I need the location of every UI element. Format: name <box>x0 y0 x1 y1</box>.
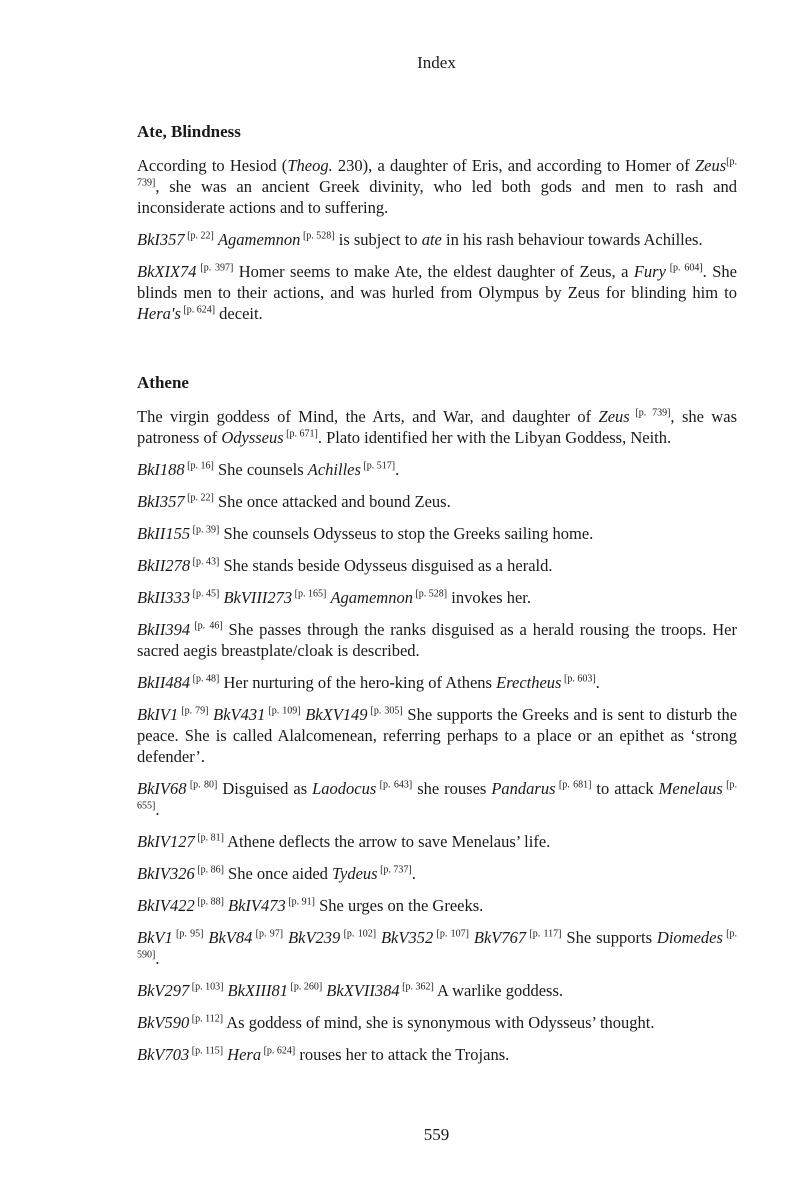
index-content <box>137 121 737 1076</box>
italic-term: BkV431 <box>213 705 266 724</box>
italic-term: BkIV326 <box>137 864 195 883</box>
index-entry <box>137 555 737 576</box>
entry-text: , she was an ancient Greek divinity, who led both gods and men to rash and inconsiderate actions and to suffering. <box>137 177 737 217</box>
index-entry <box>137 459 737 480</box>
index-entry <box>137 863 737 884</box>
entry-text: She passes through the ranks disguised as a herald rousing the troops. Her sacred aegis breastplate/cloak is described. <box>137 620 737 660</box>
page-reference[interactable]: [p. 671] <box>283 428 318 440</box>
italic-term: Achilles <box>307 460 361 479</box>
page-reference[interactable]: [p. 260] <box>288 981 323 993</box>
entry-text: is subject to <box>334 230 422 249</box>
index-entry <box>137 672 737 693</box>
italic-term: BkXIX74 <box>137 262 197 281</box>
page-reference[interactable]: [p. 112] <box>189 1013 224 1025</box>
italic-term: BkV297 <box>137 981 190 1000</box>
italic-term: BkII333 <box>137 588 191 607</box>
italic-term: Agamemnon <box>330 588 413 607</box>
entry-text: Disguised as <box>217 779 313 798</box>
page-reference[interactable]: [p. 397] <box>196 262 234 274</box>
entry-text: She once aided <box>223 864 333 883</box>
italic-term: BkIV1 <box>137 705 179 724</box>
italic-term: BkV703 <box>137 1045 190 1064</box>
italic-term: BkIV473 <box>228 896 286 915</box>
page-reference[interactable]: [p. 117] <box>526 928 562 940</box>
italic-term: Zeus <box>695 156 727 175</box>
italic-term: ate <box>421 230 442 249</box>
italic-term: BkV590 <box>137 1013 190 1032</box>
entry-text: Her nurturing of the hero-king of Athens <box>219 673 497 692</box>
page-reference[interactable]: [p. 739] <box>137 156 738 189</box>
page-reference[interactable]: [p. 91] <box>285 896 315 908</box>
page-reference[interactable]: [p. 48] <box>190 673 220 685</box>
entry-text: . <box>155 800 160 819</box>
section-heading: Ate, Blindness <box>137 122 241 141</box>
section-heading: Athene <box>137 373 189 392</box>
italic-term: Odysseus <box>221 428 284 447</box>
entry-text: A warlike goddess. <box>433 981 564 1000</box>
italic-term: BkXIII81 <box>227 981 288 1000</box>
italic-term: Hera <box>227 1045 262 1064</box>
index-entry <box>137 1012 737 1033</box>
page-reference[interactable]: [p. 81] <box>194 832 224 844</box>
section-definition <box>137 155 737 218</box>
index-entry <box>137 491 737 512</box>
index-entry <box>137 261 737 324</box>
italic-term: BkI357 <box>137 492 185 511</box>
index-entry <box>137 831 737 852</box>
page-reference[interactable]: [p. 39] <box>190 524 220 536</box>
italic-term: Menelaus <box>658 779 723 798</box>
italic-term: BkV84 <box>208 928 253 947</box>
entry-text: She supports <box>561 928 657 947</box>
page-reference[interactable]: [p. 16] <box>184 460 214 472</box>
page-reference[interactable]: [p. 305] <box>367 705 403 717</box>
entry-text: She stands beside Odysseus disguised as a herald. <box>219 556 553 575</box>
page-reference[interactable]: [p. 103] <box>189 981 224 993</box>
index-entry <box>137 980 737 1001</box>
italic-term: Erectheus <box>496 673 562 692</box>
entry-text: She once attacked and bound Zeus. <box>213 492 451 511</box>
italic-term: Tydeus <box>332 864 378 883</box>
italic-term: BkV352 <box>380 928 434 947</box>
page-reference[interactable]: [p. 88] <box>194 896 224 908</box>
entry-text: . She blinds men to their actions, and was hurled from Olympus by Zeus for blinding him to <box>137 262 737 302</box>
page-reference[interactable]: [p. 79] <box>178 705 209 717</box>
italic-term: BkXVII384 <box>326 981 400 1000</box>
italic-term: Theog. <box>287 156 333 175</box>
page-reference[interactable]: [p. 22] <box>184 492 214 504</box>
page-reference[interactable]: [p. 655] <box>137 779 737 812</box>
page-reference[interactable]: [p. 165] <box>292 588 327 600</box>
running-header: Index <box>417 53 456 72</box>
italic-term: BkIV68 <box>137 779 187 798</box>
page-reference[interactable]: [p. 97] <box>252 928 284 940</box>
entry-text: She supports the Greeks and is sent to disturb the peace. She is called Alalcomenean, referring perhaps to a place or an epithet as ‘strong defender’. <box>137 705 738 766</box>
page-reference[interactable]: [p. 681] <box>555 779 592 791</box>
page-reference[interactable]: [p. 624] <box>261 1045 296 1057</box>
entry-text: Athene deflects the arrow to save Menelaus’ life. <box>223 832 551 851</box>
italic-term: Pandarus <box>491 779 556 798</box>
index-entry <box>137 895 737 916</box>
page-reference[interactable]: [p. 22] <box>184 230 214 242</box>
page-reference[interactable]: [p. 517] <box>360 460 396 472</box>
entry-text: to attack <box>591 779 659 798</box>
page-reference[interactable]: [p. 739] <box>629 407 671 419</box>
page-reference[interactable]: [p. 80] <box>186 779 218 791</box>
index-entry <box>137 778 737 820</box>
entry-text: invokes her. <box>447 588 531 607</box>
entry-text: Homer seems to make Ate, the eldest daughter of Zeus, a <box>233 262 634 281</box>
index-entry <box>137 523 737 544</box>
entry-text: She counsels <box>213 460 308 479</box>
page-reference[interactable]: [p. 643] <box>376 779 413 791</box>
entry-text: The virgin goddess of Mind, the Arts, and War, and daughter of <box>137 407 599 426</box>
entry-text: . <box>395 460 400 479</box>
italic-term: BkII394 <box>137 620 191 639</box>
italic-term: BkV767 <box>473 928 527 947</box>
index-entry <box>137 704 737 767</box>
italic-term: BkVIII273 <box>223 588 293 607</box>
page-reference[interactable]: [p. 115] <box>189 1045 224 1057</box>
entry-text: she rouses <box>412 779 492 798</box>
page-reference[interactable]: [p. 590] <box>137 928 738 961</box>
entry-text: According to Hesiod ( <box>137 156 288 175</box>
italic-term: Fury <box>633 262 666 281</box>
entry-text: . Plato identified her with the Libyan Goddess, Neith. <box>317 428 672 447</box>
entry-text: , she was patroness of <box>137 407 738 447</box>
italic-term: BkIV127 <box>137 832 195 851</box>
page-reference[interactable]: [p. 362] <box>399 981 434 993</box>
page-reference[interactable]: [p. 624] <box>180 304 216 316</box>
page-reference[interactable]: [p. 109] <box>265 705 301 717</box>
italic-term: Diomedes <box>656 928 723 947</box>
page-reference[interactable]: [p. 46] <box>190 620 223 632</box>
page-reference[interactable]: [p. 45] <box>190 588 220 600</box>
italic-term: BkXV149 <box>305 705 368 724</box>
page-reference[interactable]: [p. 102] <box>340 928 377 940</box>
index-entry <box>137 1044 737 1065</box>
page-reference[interactable]: [p. 95] <box>172 928 204 940</box>
entry-text: As goddess of mind, she is synonymous with Odysseus’ thought. <box>223 1013 655 1032</box>
entry-text: 230), a daughter of Eris, and according to Homer of <box>332 156 695 175</box>
entry-text: in his rash behaviour towards Achilles. <box>441 230 703 249</box>
page-reference[interactable]: [p. 43] <box>190 556 220 568</box>
page-number: 559 <box>423 1125 450 1144</box>
page-reference[interactable]: [p. 528] <box>300 230 335 242</box>
entry-text: rouses her to attack the Trojans. <box>295 1045 510 1064</box>
page-reference[interactable]: [p. 86] <box>194 864 224 876</box>
entry-text: . <box>155 949 160 968</box>
entry-text: deceit. <box>215 304 263 323</box>
entry-text: She urges on the Greeks. <box>314 896 484 915</box>
index-entry <box>137 619 737 661</box>
entry-text: . <box>411 864 416 883</box>
page-reference[interactable]: [p. 604] <box>665 262 703 274</box>
index-entry <box>137 229 737 250</box>
section-definition <box>137 406 737 448</box>
italic-term: BkI188 <box>137 460 185 479</box>
italic-term: BkV239 <box>288 928 341 947</box>
italic-term: BkII278 <box>137 556 191 575</box>
italic-term: BkI357 <box>137 230 185 249</box>
index-entry <box>137 927 737 969</box>
italic-term: BkII484 <box>137 673 191 692</box>
italic-term: Hera's <box>137 304 181 323</box>
page-reference[interactable]: [p. 107] <box>433 928 469 940</box>
italic-term: BkIV422 <box>137 896 195 915</box>
entry-text: She counsels Odysseus to stop the Greeks sailing home. <box>219 524 594 543</box>
page-reference[interactable]: [p. 528] <box>412 588 448 600</box>
index-entry <box>137 587 737 608</box>
italic-term: BkV1 <box>137 928 173 947</box>
italic-term: Laodocus <box>312 779 377 798</box>
page-reference[interactable]: [p. 737] <box>377 864 412 876</box>
entry-text: . <box>595 673 600 692</box>
italic-term: Zeus <box>598 407 630 426</box>
italic-term: Agamemnon <box>217 230 301 249</box>
section-gap <box>137 335 737 372</box>
italic-term: BkII155 <box>137 524 191 543</box>
page-reference[interactable]: [p. 603] <box>561 673 596 685</box>
